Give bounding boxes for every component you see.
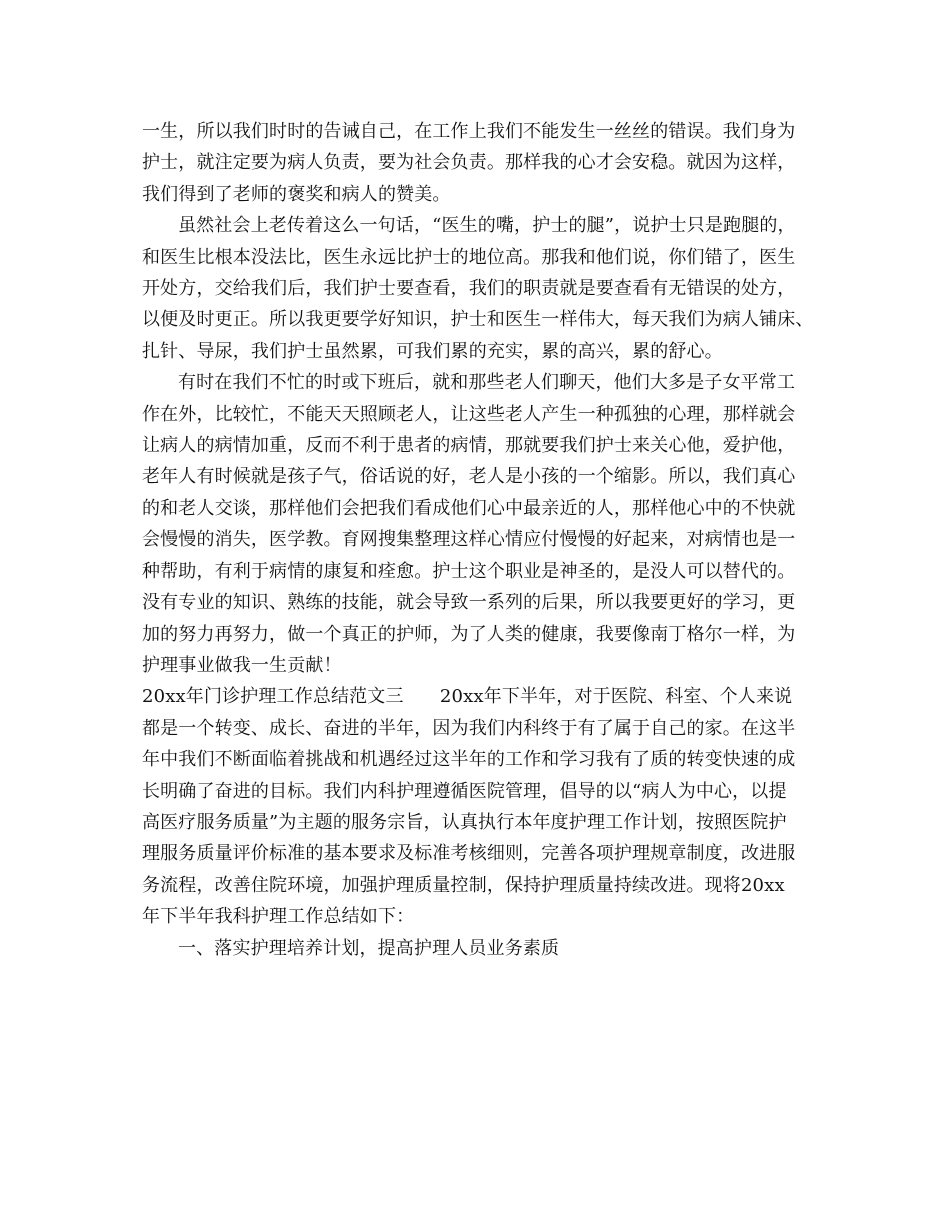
text-line: 以便及时更正。所以我更要学好知识，护士和医生一样伟大，每天我们为病人铺床、 (142, 309, 814, 331)
text-line: 理服务质量评价标准的基本要求及标准考核细则，完善各项护理规章制度，改进服 (142, 843, 796, 865)
text-line: 护理事业做我一生贡献！ (142, 654, 342, 676)
text-line: 开处方，交给我们后，我们护士要查看，我们的职责就是要查看有无错误的处方， (142, 278, 796, 300)
text-line: 种帮助，有利于病情的康复和痊愈。护士这个职业是神圣的，是没人可以替代的。 (142, 560, 796, 582)
text-line: 高医疗服务质量”为主题的服务宗旨，认真执行本年度护理工作计划，按照医院护 (142, 811, 787, 833)
section-title-line: 20xx年门诊护理工作总结范文三 20xx年下半年，对于医院、科室、个人来说 (142, 686, 793, 708)
text-line: 长明确了奋进的目标。我们内科护理遵循医院管理，倡导的以“病人为中心，以提 (142, 780, 787, 802)
text-line: 我们得到了老师的褒奖和病人的赞美。 (142, 183, 451, 205)
text-line: 加的努力再努力，做一个真正的护师，为了人类的健康，我要像南丁格尔一样，为 (142, 623, 796, 645)
text-line: 年中我们不断面临着挑战和机遇经过这半年的工作和学习我有了质的转变快速的成 (142, 749, 796, 771)
text-line: 都是一个转变、成长、奋进的半年，因为我们内科终于有了属于自己的家。在这半 (142, 717, 796, 739)
text-line: 会慢慢的消失，医学教。育网搜集整理这样心情应付慢慢的好起来，对病情也是一 (142, 529, 796, 551)
text-line: 让病人的病情加重，反而不利于患者的病情，那就要我们护士来关心他，爱护他， (142, 435, 796, 457)
text-line: 务流程，改善住院环境，加强护理质量控制，保持护理质量持续改进。现将20xx (142, 874, 785, 896)
text-line: 的和老人交谈，那样他们会把我们看成他们心中最亲近的人，那样他心中的不快就 (142, 497, 796, 519)
text-line: 扎针、导尿，我们护士虽然累，可我们累的充实，累的高兴，累的舒心。 (142, 340, 723, 362)
text-line: 没有专业的知识、熟练的技能，就会导致一系列的后果，所以我要更好的学习，更 (142, 592, 796, 614)
section-heading-line: 一、落实护理培养计划，提高护理人员业务素质 (178, 937, 560, 959)
text-line: 作在外，比较忙，不能天天照顾老人，让这些老人产生一种孤独的心理，那样就会 (142, 403, 796, 425)
text-line: 和医生比根本没法比，医生永远比护士的地位高。那我和他们说，你们错了，医生 (142, 246, 796, 268)
paragraph-start-line: 有时在我们不忙的时或下班后，就和那些老人们聊天，他们大多是子女平常工 (178, 372, 796, 394)
text-line: 护士，就注定要为病人负责，要为社会负责。那样我的心才会安稳。就因为这样， (142, 152, 796, 174)
text-line: 一生，所以我们时时的告诫自己，在工作上我们不能发生一丝丝的错误。我们身为 (142, 121, 796, 142)
text-line: 年下半年我科护理工作总结如下： (142, 906, 415, 928)
paragraph-start-line: 虽然社会上老传着这么一句话，“医生的嘴，护士的腿”，说护士只是跑腿的， (178, 215, 796, 237)
text-line: 老年人有时候就是孩子气，俗话说的好，老人是小孩的一个缩影。所以，我们真心 (142, 466, 796, 488)
document-body (142, 116, 822, 964)
